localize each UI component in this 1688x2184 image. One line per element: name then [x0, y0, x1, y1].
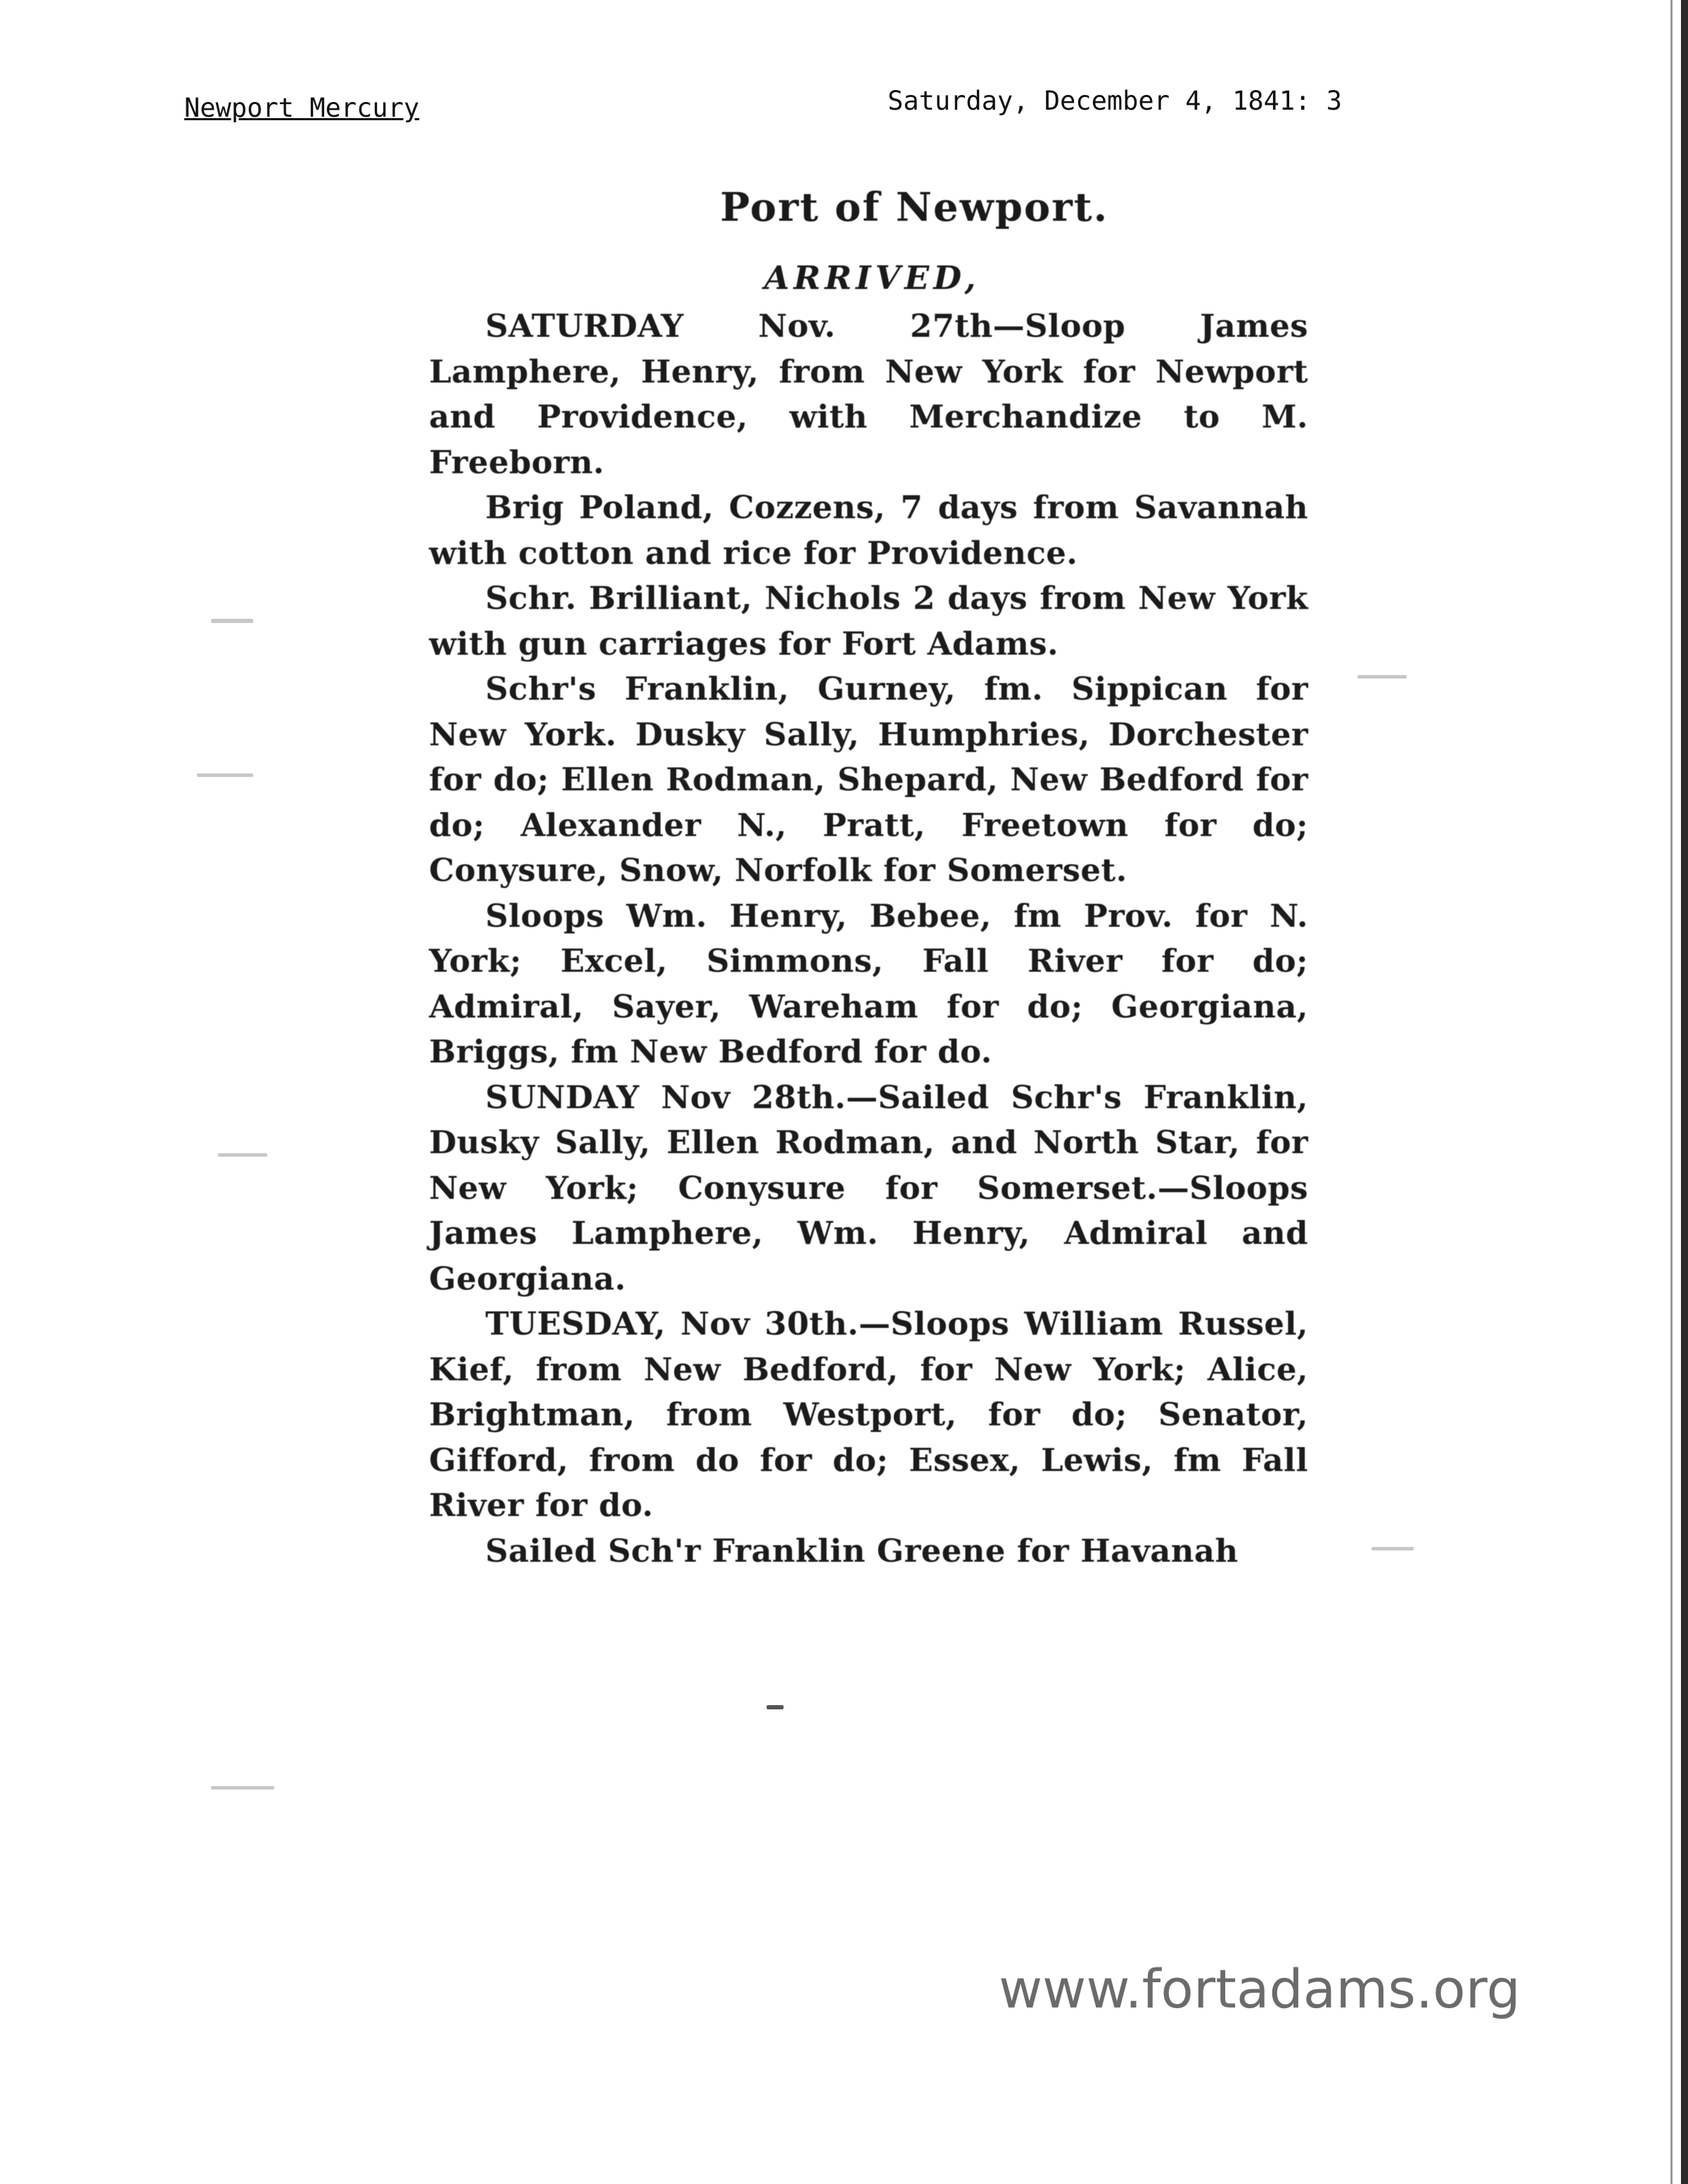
scan-speck: [197, 773, 253, 777]
clipping-subhead: ARRIVED,: [764, 259, 980, 297]
clipping-title: Port of Newport.: [720, 184, 1109, 231]
news-clipping: [429, 184, 1315, 1574]
scan-edge: [1681, 0, 1688, 2184]
website-watermark: www.fortadams.org: [999, 1958, 1521, 2020]
entry-sailed-franklin-greene: Sailed Sch'r Franklin Greene for Havanah: [485, 1531, 1239, 1569]
entry-schrs-franklin: Schr's Franklin, Gurney, fm. Sippican for New York. Dusky Sally, Humphries, Dorchester for do; Ellen Rodman, Shepard, New Bedford for do; Alexander N., Pratt, Freetown for do; Conysure, Snow, Norfolk for Somerset.: [429, 670, 1308, 889]
page-header: [0, 0, 1688, 141]
newspaper-title: Newport Mercury: [184, 93, 420, 123]
scan-speck: [1372, 1547, 1414, 1550]
scan-speck: [211, 619, 253, 623]
entry-brig-poland: Brig Poland, Cozzens, 7 days from Savannah with cotton and rice for Providence.: [429, 489, 1308, 572]
scan-speck: [218, 1153, 267, 1157]
entry-sloops-wm-henry: Sloops Wm. Henry, Bebee, fm Prov. for N. York; Excel, Simmons, Fall River for do; Admiral, Sayer, Wareham for do; Georgiana, Briggs, fm New Bedford for do.: [429, 897, 1308, 1070]
entry-schr-brilliant: Schr. Brilliant, Nichols 2 days from New York with gun carriages for Fort Adams.: [429, 579, 1308, 662]
issue-date: Saturday, December 4, 1841: 3: [888, 86, 1343, 116]
scan-speck: [767, 1705, 784, 1709]
entry-saturday: SATURDAY Nov. 27th—Sloop James Lamphere, Henry, from New York for Newport and Providence, with Merchandize to M. Freeborn.: [429, 307, 1308, 481]
scan-speck: [211, 1786, 274, 1790]
shipping-entries: [429, 304, 1308, 1574]
entry-sunday: SUNDAY Nov 28th.—Sailed Schr's Franklin, Dusky Sally, Ellen Rodman, and North Star, for New York; Conysure for Somerset.—Sloops James Lamphere, Wm. Henry, Admiral and Georgiana.: [429, 1078, 1308, 1297]
scan-speck: [1357, 675, 1407, 679]
scan-edge-line: [1670, 0, 1673, 2184]
entry-tuesday: TUESDAY, Nov 30th.—Sloops William Russel, Kief, from New Bedford, for New York; Alice, Brightman, from Westport, for do; Senator, Gifford, from do for do; Essex, Lewis, fm Fall River for do.: [429, 1305, 1308, 1524]
